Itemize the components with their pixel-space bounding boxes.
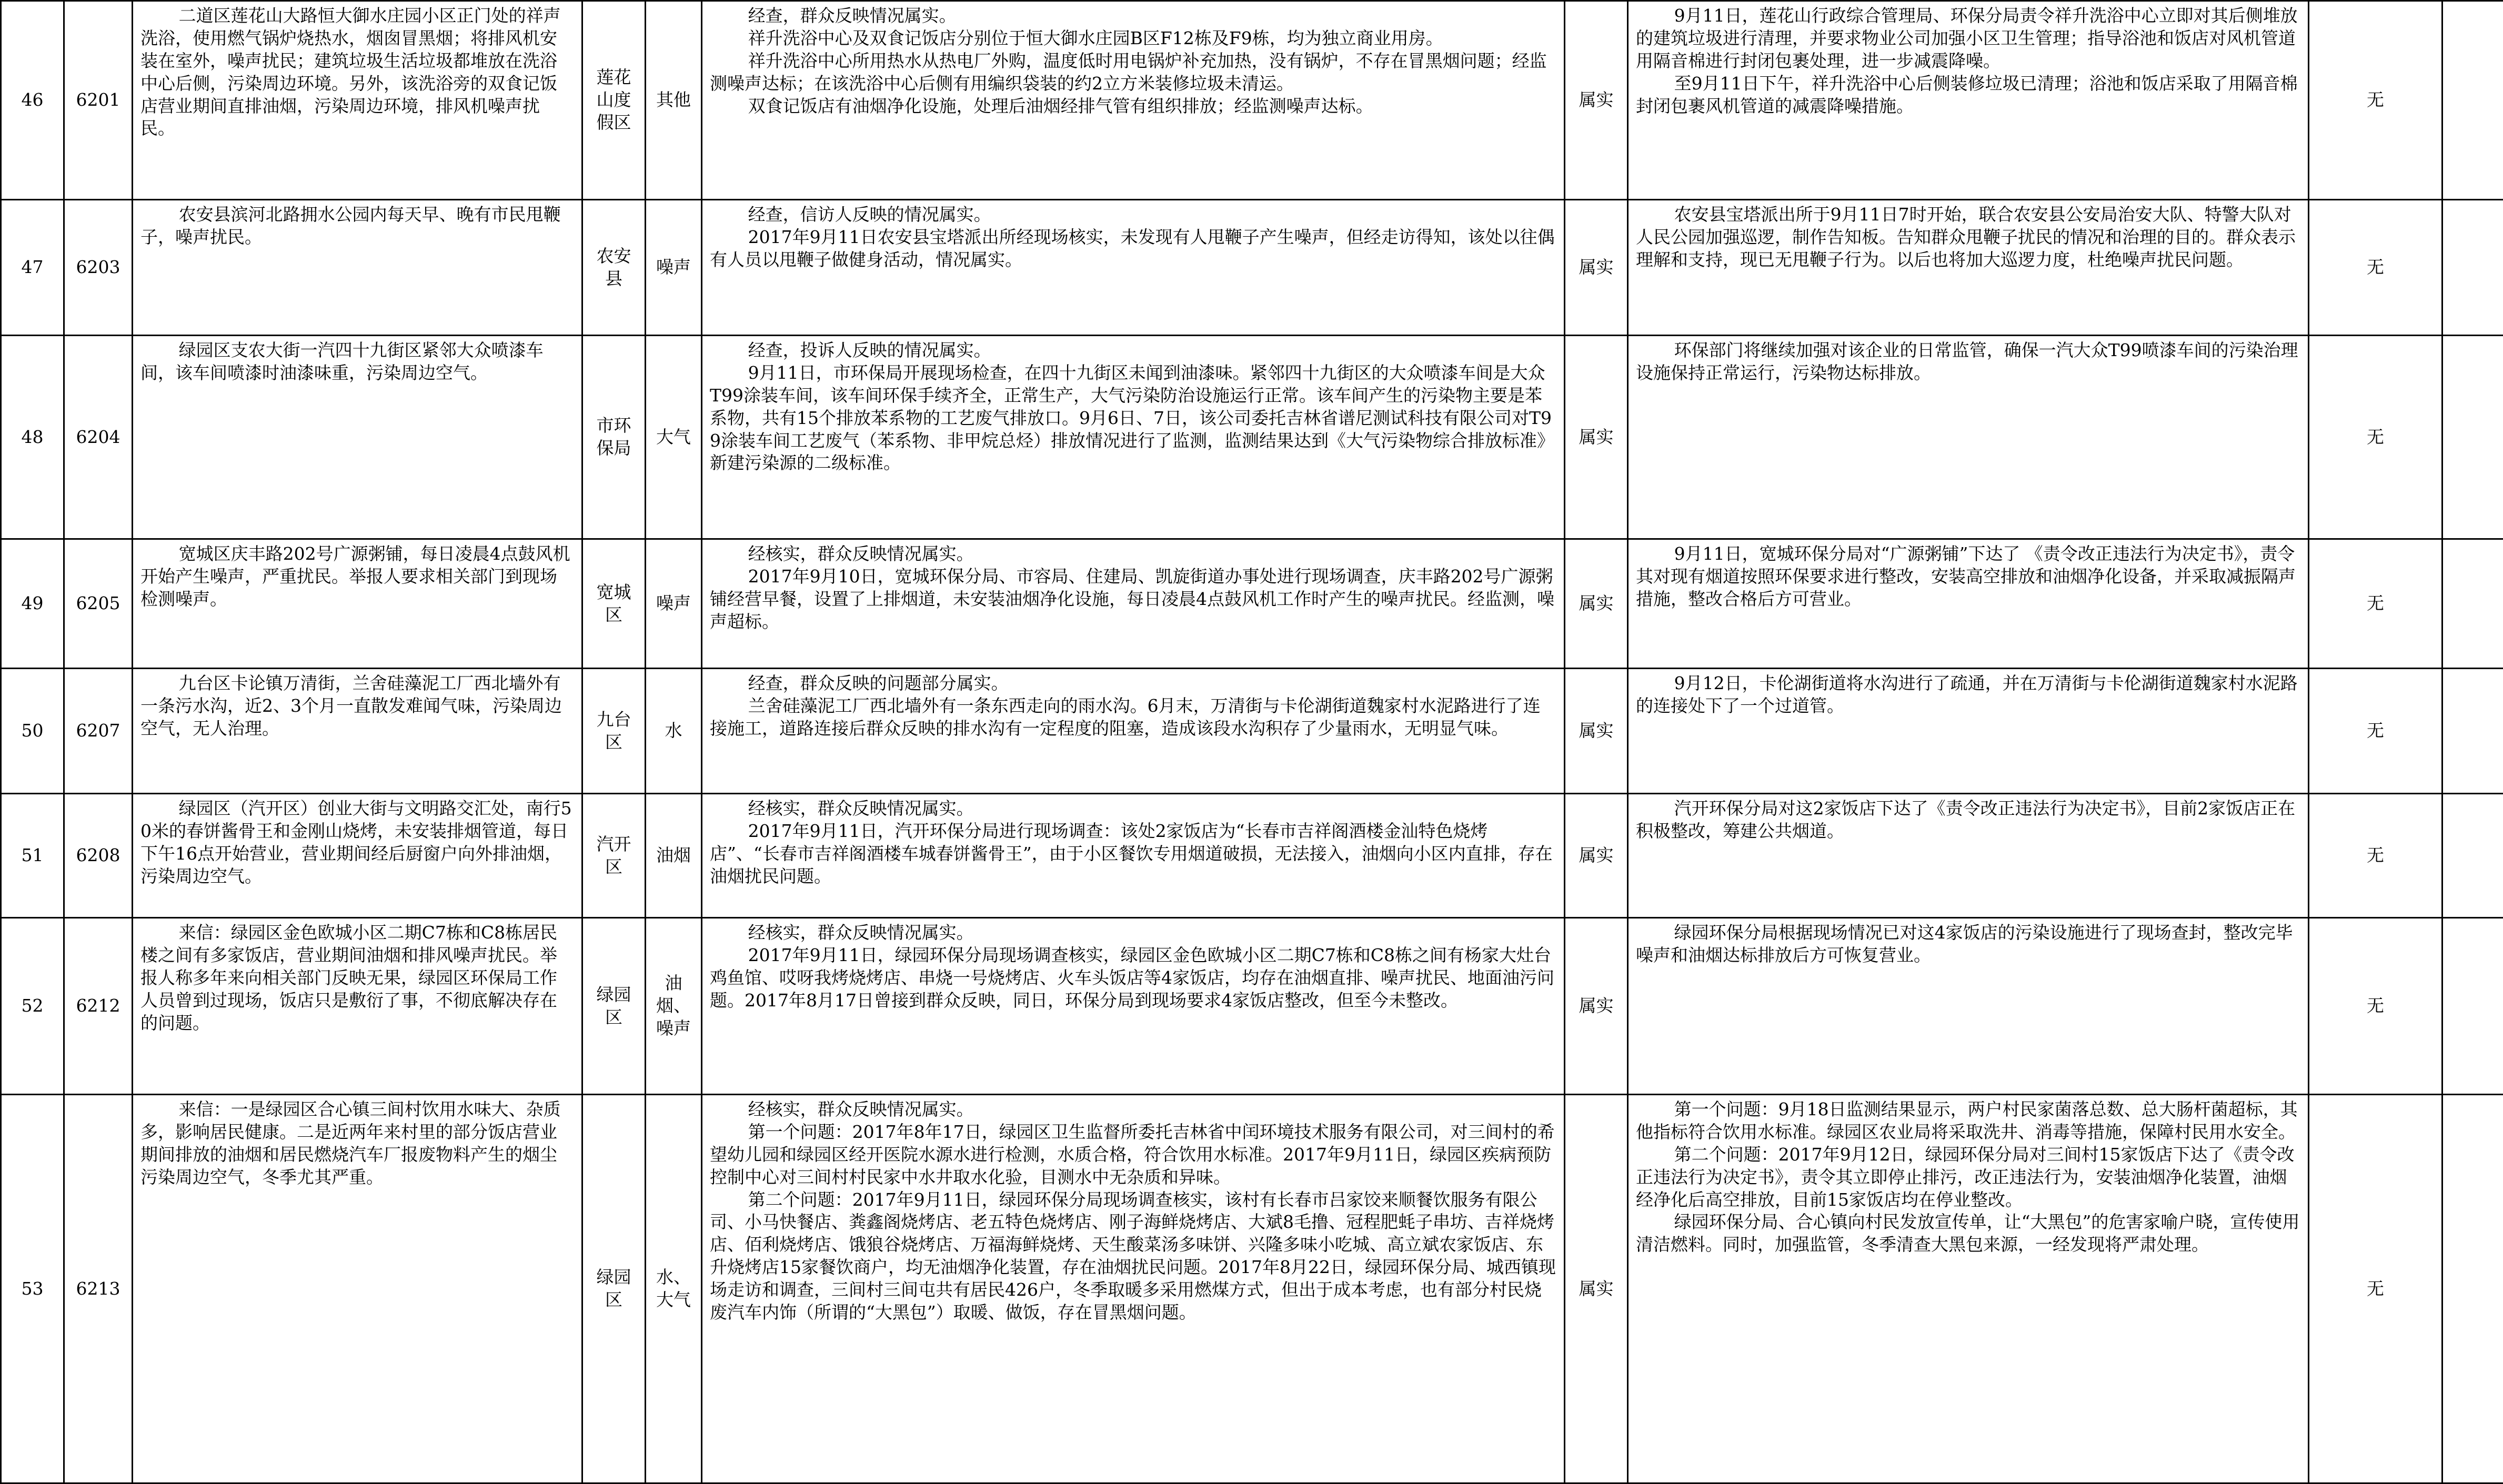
verification-cell-paragraph: 祥升洗浴中心及双食记饭店分别位于恒大御水庄园B区F12栋及F9栋，均为独立商业用房。: [710, 27, 1556, 50]
remarks-cell: [2442, 336, 2503, 539]
type-cell: 油烟: [646, 794, 702, 918]
table-row: [1, 918, 2503, 1095]
row-number-cell: 51: [1, 794, 64, 918]
issue-cell: [133, 1, 582, 200]
accountability-cell: 无: [2309, 336, 2442, 539]
row-number-cell: 52: [1, 918, 64, 1095]
verification-cell-paragraph: 第二个问题：2017年9月11日，绿园环保分局现场调查核实，该村有长春市吕家饺来顺餐饮服务有限公司、小马快餐店、粪鑫阁烧烤店、老五特色烧烤店、刚子海鲜烧烤店、大斌8毛撸、冠程肥蚝子串坊、吉祥烧烤店、佰利烧烤店、饿狼谷烧烤店、万福海鲜烧烤、天生酸菜汤多味饼、兴隆多味小吃城、高立斌农家饭店、东升烧烤店15家餐饮商户，均无油烟净化装置，存在油烟扰民问题。2017年8月22日，绿园环保分局、城西镇现场走访和调查，三间村三间屯共有居民426户，冬季取暖多采用燃煤方式，但出于成本考虑，也有部分村民烧废汽车内饰（所谓的“大黑包”）取暖、做饭，存在冒黑烟问题。: [710, 1189, 1556, 1324]
verification-cell-paragraph: 祥升洗浴中心所用热水从热电厂外购，温度低时用电锅炉补充加热，没有锅炉，不存在冒黑烟问题；经监测噪声达标；在该洗浴中心后侧有用编织袋装的约2立方米装修垃圾未清运。: [710, 50, 1556, 95]
remarks-cell: [2442, 918, 2503, 1095]
verification-cell-paragraph: 2017年9月11日，汽开环保分局进行现场调查：该处2家饭店为“长春市吉祥阁酒楼金汕特色烧烤店”、“长春市吉祥阁酒楼车城春饼酱骨王”，由于小区餐饮专用烟道破损，无法接入，油烟向小区内直排，存在油烟扰民问题。: [710, 820, 1556, 888]
verification-cell-paragraph: 经核实，群众反映情况属实。: [710, 543, 1556, 566]
district-cell: 绿园区: [582, 1095, 646, 1483]
district-cell: 汽开区: [582, 794, 646, 918]
verification-cell-paragraph: 经查，群众反映情况属实。: [710, 5, 1556, 27]
row-number-cell: 53: [1, 1095, 64, 1483]
verification-cell: [702, 539, 1565, 669]
district-cell: 九台区: [582, 669, 646, 794]
issue-text: 来信：绿园区金色欧城小区二期C7栋和C8栋居民楼之间有多家饭店，营业期间油烟和排风噪声扰民。举报人称多年来向相关部门反映无果，绿园区环保局工作人员曾到过现场，饭店只是敷衍了事，不彻底解决存在的问题。: [140, 922, 574, 1034]
table-row: [1, 669, 2503, 794]
result-cell: 属实: [1565, 918, 1628, 1095]
type-cell: 水、大气: [646, 1095, 702, 1483]
rectification-cell: [1628, 539, 2309, 669]
rectification-cell-paragraph: 至9月11日下午，祥升洗浴中心后侧装修垃圾已清理；浴池和饭店采取了用隔音棉封闭包裹风机管道的减震降噪措施。: [1636, 73, 2300, 118]
rectification-cell: [1628, 669, 2309, 794]
result-cell: 属实: [1565, 336, 1628, 539]
district-cell: 莲花山度假区: [582, 1, 646, 200]
rectification-cell: [1628, 918, 2309, 1095]
verification-cell: [702, 918, 1565, 1095]
verification-cell-paragraph: 双食记饭店有油烟净化设施，处理后油烟经排气管有组织排放；经监测噪声达标。: [710, 95, 1556, 118]
verification-cell-paragraph: 兰舍硅藻泥工厂西北墙外有一条东西走向的雨水沟。6月末，万清街与卡伦湖街道魏家村水泥路进行了连接施工，道路连接后群众反映的排水沟有一定程度的阻塞，造成该段水沟积存了少量雨水，无明显气味。: [710, 695, 1556, 740]
row-number-cell: 49: [1, 539, 64, 669]
type-cell: 油烟、噪声: [646, 918, 702, 1095]
row-number-cell: 46: [1, 1, 64, 200]
verification-cell-paragraph: 经查，投诉人反映的情况属实。: [710, 339, 1556, 362]
rectification-cell-paragraph: 9月11日，莲花山行政综合管理局、环保分局责令祥升洗浴中心立即对其后侧堆放的建筑垃圾进行清理，并要求物业公司加强小区卫生管理；指导浴池和饭店对风机管道用隔音棉进行封闭包裹处理，进一步减震降噪。: [1636, 5, 2300, 73]
verification-cell: [702, 794, 1565, 918]
case-id-cell: 6201: [64, 1, 133, 200]
rectification-cell-paragraph: 绿园环保分局根据现场情况已对这4家饭店的污染设施进行了现场查封，整改完毕噪声和油烟达标排放后方可恢复营业。: [1636, 922, 2300, 967]
district-cell: 宽城区: [582, 539, 646, 669]
rectification-cell: [1628, 1, 2309, 200]
verification-cell-paragraph: 经核实，群众反映情况属实。: [710, 797, 1556, 820]
accountability-cell: 无: [2309, 539, 2442, 669]
verification-cell-paragraph: 经查，群众反映的问题部分属实。: [710, 672, 1556, 695]
row-number-cell: 48: [1, 336, 64, 539]
issue-cell: [133, 794, 582, 918]
issue-text: 来信：一是绿园区合心镇三间村饮用水味大、杂质多，影响居民健康。二是近两年来村里的部分饭店营业期间排放的油烟和居民燃烧汽车厂报废物料产生的烟尘污染周边空气，冬季尤其严重。: [140, 1098, 574, 1189]
table-row: [1, 336, 2503, 539]
remarks-cell: [2442, 539, 2503, 669]
rectification-cell-paragraph: 9月11日，宽城环保分局对“广源粥铺”下达了 《责令改正违法行为决定书》，责令其对现有烟道按照环保要求进行整改，安装高空排放和油烟净化设备，并采取减振隔声措施，整改合格后方可营业。: [1636, 543, 2300, 611]
remarks-cell: [2442, 669, 2503, 794]
rectification-cell: [1628, 1095, 2309, 1483]
verification-cell: [702, 1, 1565, 200]
verification-cell-paragraph: 经核实，群众反映情况属实。: [710, 1098, 1556, 1121]
verification-cell-paragraph: 经核实，群众反映情况属实。: [710, 922, 1556, 944]
issue-cell: [133, 336, 582, 539]
verification-cell-paragraph: 经查，信访人反映的情况属实。: [710, 204, 1556, 226]
rectification-cell: [1628, 200, 2309, 336]
issue-text: 绿园区（汽开区）创业大街与文明路交汇处，南行50米的春饼酱骨王和金刚山烧烤，未安装排烟管道，每日下午16点开始营业，营业期间经后厨窗户向外排油烟，污染周边空气。: [140, 797, 574, 888]
type-cell: 噪声: [646, 539, 702, 669]
result-cell: 属实: [1565, 539, 1628, 669]
verification-cell-paragraph: 第一个问题：2017年8年17日，绿园区卫生监督所委托吉林省中闰环境技术服务有限公司，对三间村的希望幼儿园和绿园区经开医院水源水进行检测，水质合格，符合饮用水标准。2017年9月11日，绿园区疾病预防控制中心对三间村村民家中水井取水化验，目测水中无杂质和异味。: [710, 1121, 1556, 1189]
table-row: [1, 1095, 2503, 1483]
table-row: [1, 539, 2503, 669]
row-number-cell: 50: [1, 669, 64, 794]
district-cell: 绿园区: [582, 918, 646, 1095]
district-cell: 农安县: [582, 200, 646, 336]
result-cell: 属实: [1565, 1, 1628, 200]
verification-cell: [702, 336, 1565, 539]
remarks-cell: [2442, 1095, 2503, 1483]
verification-cell-paragraph: 2017年9月11日农安县宝塔派出所经现场核实，未发现有人甩鞭子产生噪声，但经走访得知，该处以往偶有人员以甩鞭子做健身活动，情况属实。: [710, 226, 1556, 271]
rectification-cell-paragraph: 环保部门将继续加强对该企业的日常监管，确保一汽大众T99喷漆车间的污染治理设施保持正常运行，污染物达标排放。: [1636, 339, 2300, 385]
rectification-cell-paragraph: 绿园环保分局、合心镇向村民发放宣传单，让“大黑包”的危害家喻户晓，宣传使用清洁燃料。同时，加强监管，冬季清查大黑包来源，一经发现将严肃处理。: [1636, 1211, 2300, 1256]
case-id-cell: 6213: [64, 1095, 133, 1483]
type-cell: 大气: [646, 336, 702, 539]
case-id-cell: 6203: [64, 200, 133, 336]
table-row: [1, 200, 2503, 336]
accountability-cell: 无: [2309, 200, 2442, 336]
remarks-cell: [2442, 1, 2503, 200]
issue-cell: [133, 669, 582, 794]
rectification-cell: [1628, 336, 2309, 539]
issue-cell: [133, 200, 582, 336]
verification-cell-paragraph: 2017年9月10日，宽城环保分局、市容局、住建局、凯旋街道办事处进行现场调查，庆丰路202号广源粥铺经营早餐，设置了上排烟道，未安装油烟净化设施，每日凌晨4点鼓风机工作时产生的噪声扰民。经监测，噪声超标。: [710, 566, 1556, 633]
district-cell: 市环保局: [582, 336, 646, 539]
rectification-cell: [1628, 794, 2309, 918]
issue-cell: [133, 539, 582, 669]
rectification-cell-paragraph: 汽开环保分局对这2家饭店下达了《责令改正违法行为决定书》，目前2家饭店正在积极整改，筹建公共烟道。: [1636, 797, 2300, 843]
case-id-cell: 6208: [64, 794, 133, 918]
issue-cell: [133, 918, 582, 1095]
rectification-cell-paragraph: 第一个问题：9月18日监测结果显示，两户村民家菌落总数、总大肠杆菌超标，其他指标符合饮用水标准。绿园区农业局将采取洗井、消毒等措施，保障村民用水安全。: [1636, 1098, 2300, 1144]
verification-cell-paragraph: 9月11日，市环保局开展现场检查，在四十九街区未闻到油漆味。紧邻四十九街区的大众喷漆车间是大众T99涂装车间，该车间环保手续齐全，正常生产，大气污染防治设施运行正常。该车间产生的污染物主要是苯系物，共有15个排放苯系物的工艺废气排放口。9月6日、7日，该公司委托吉林省谱尼测试科技有限公司对T99涂装车间工艺废气（苯系物、非甲烷总烃）排放情况进行了监测，监测结果达到《大气污染物综合排放标准》新建污染源的二级标准。: [710, 362, 1556, 475]
accountability-cell: 无: [2309, 1, 2442, 200]
row-number-cell: 47: [1, 200, 64, 336]
accountability-cell: 无: [2309, 1095, 2442, 1483]
type-cell: 噪声: [646, 200, 702, 336]
rectification-cell-paragraph: 9月12日，卡伦湖街道将水沟进行了疏通，并在万清街与卡伦湖街道魏家村水泥路的连接处下了一个过道管。: [1636, 672, 2300, 718]
result-cell: 属实: [1565, 669, 1628, 794]
verification-cell: [702, 200, 1565, 336]
verification-cell: [702, 669, 1565, 794]
remarks-cell: [2442, 200, 2503, 336]
accountability-cell: 无: [2309, 794, 2442, 918]
issue-text: 绿园区支农大街一汽四十九街区紧邻大众喷漆车间，该车间喷漆时油漆味重，污染周边空气。: [140, 339, 574, 385]
table-body: [1, 1, 2503, 1483]
rectification-cell-paragraph: 农安县宝塔派出所于9月11日7时开始，联合农安县公安局治安大队、特警大队对人民公园加强巡逻，制作告知板。告知群众甩鞭子扰民的情况和治理的目的。群众表示理解和支持，现已无甩鞭子行为。以后也将加大巡逻力度，杜绝噪声扰民问题。: [1636, 204, 2300, 271]
accountability-cell: 无: [2309, 918, 2442, 1095]
issue-text: 九台区卡论镇万清街，兰舍硅藻泥工厂西北墙外有一条污水沟，近2、3个月一直散发难闻气味，污染周边空气，无人治理。: [140, 672, 574, 740]
remarks-cell: [2442, 794, 2503, 918]
type-cell: 其他: [646, 1, 702, 200]
verification-cell-paragraph: 2017年9月11日，绿园环保分局现场调查核实，绿园区金色欧城小区二期C7栋和C8栋之间有杨家大灶台鸡鱼馆、哎呀我烤烧烤店、串烧一号烧烤店、火车头饭店等4家饭店，均存在油烟直排、噪声扰民、地面油污问题。2017年8月17日曾接到群众反映，同日，环保分局到现场要求4家饭店整改，但至今未整改。: [710, 944, 1556, 1012]
issue-cell: [133, 1095, 582, 1483]
rectification-cell-paragraph: 第二个问题：2017年9月12日，绿园环保分局对三间村15家饭店下达了《责令改正违法行为决定书》，责令其立即停止排污，改正违法行为，安装油烟净化装置，油烟经净化后高空排放，目前15家饭店均在停业整改。: [1636, 1144, 2300, 1212]
case-id-cell: 6212: [64, 918, 133, 1095]
table-row: [1, 1, 2503, 200]
verification-cell: [702, 1095, 1565, 1483]
table-row: [1, 794, 2503, 918]
case-id-cell: 6207: [64, 669, 133, 794]
case-id-cell: 6205: [64, 539, 133, 669]
result-cell: 属实: [1565, 200, 1628, 336]
issue-text: 宽城区庆丰路202号广源粥铺，每日凌晨4点鼓风机开始产生噪声，严重扰民。举报人要求相关部门到现场检测噪声。: [140, 543, 574, 611]
case-id-cell: 6204: [64, 336, 133, 539]
issue-text: 农安县滨河北路拥水公园内每天早、晚有市民甩鞭子，噪声扰民。: [140, 204, 574, 249]
result-cell: 属实: [1565, 1095, 1628, 1483]
result-cell: 属实: [1565, 794, 1628, 918]
issue-text: 二道区莲花山大路恒大御水庄园小区正门处的祥声洗浴，使用燃气锅炉烧热水，烟囱冒黑烟；将排风机安装在室外，噪声扰民；建筑垃圾生活垃圾都堆放在洗浴中心后侧，污染周边环境。另外，该洗浴旁的双食记饭店营业期间直排油烟，污染周边环境，排风机噪声扰民。: [140, 5, 574, 140]
type-cell: 水: [646, 669, 702, 794]
accountability-cell: 无: [2309, 669, 2442, 794]
